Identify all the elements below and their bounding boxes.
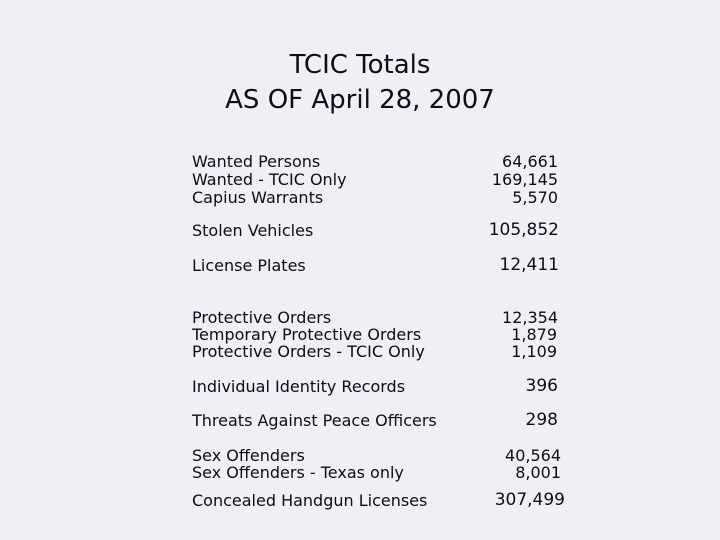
label-license-plates: License Plates	[192, 256, 306, 275]
value-concealed-handgun-licenses: 307,499	[494, 490, 565, 510]
label-sex-offenders: Sex Offenders	[192, 446, 305, 465]
value-capius-warrants: 5,570	[512, 188, 558, 207]
label-wanted-tcic-only: Wanted - TCIC Only	[192, 170, 347, 189]
value-sex-offenders: 40,564	[505, 446, 561, 465]
value-protective-orders-tcic-only: 1,109	[511, 342, 557, 361]
label-capius-warrants: Capius Warrants	[192, 188, 324, 207]
label-wanted-persons: Wanted Persons	[192, 152, 321, 171]
value-wanted-tcic-only: 169,145	[491, 170, 558, 189]
value-temporary-protective-orders: 1,879	[511, 325, 557, 344]
title-line-2: AS OF April 28, 2007	[225, 85, 495, 115]
value-wanted-persons: 64,661	[502, 152, 558, 171]
value-sex-offenders-texas-only: 8,001	[515, 463, 561, 482]
label-protective-orders-tcic-only: Protective Orders - TCIC Only	[192, 342, 425, 361]
label-individual-identity-records: Individual Identity Records	[192, 377, 406, 396]
label-stolen-vehicles: Stolen Vehicles	[192, 221, 314, 240]
value-threats-against-peace-officers: 298	[525, 410, 558, 430]
label-protective-orders: Protective Orders	[192, 308, 332, 327]
label-concealed-handgun-licenses: Concealed Handgun Licenses	[192, 491, 428, 510]
value-individual-identity-records: 396	[525, 376, 558, 396]
value-protective-orders: 12,354	[502, 308, 558, 327]
value-stolen-vehicles: 105,852	[488, 220, 559, 240]
label-sex-offenders-texas-only: Sex Offenders - Texas only	[192, 463, 404, 482]
value-license-plates: 12,411	[499, 255, 559, 275]
title-line-1: TCIC Totals	[289, 50, 431, 80]
label-threats-against-peace-officers: Threats Against Peace Officers	[192, 411, 437, 430]
label-temporary-protective-orders: Temporary Protective Orders	[192, 325, 422, 344]
